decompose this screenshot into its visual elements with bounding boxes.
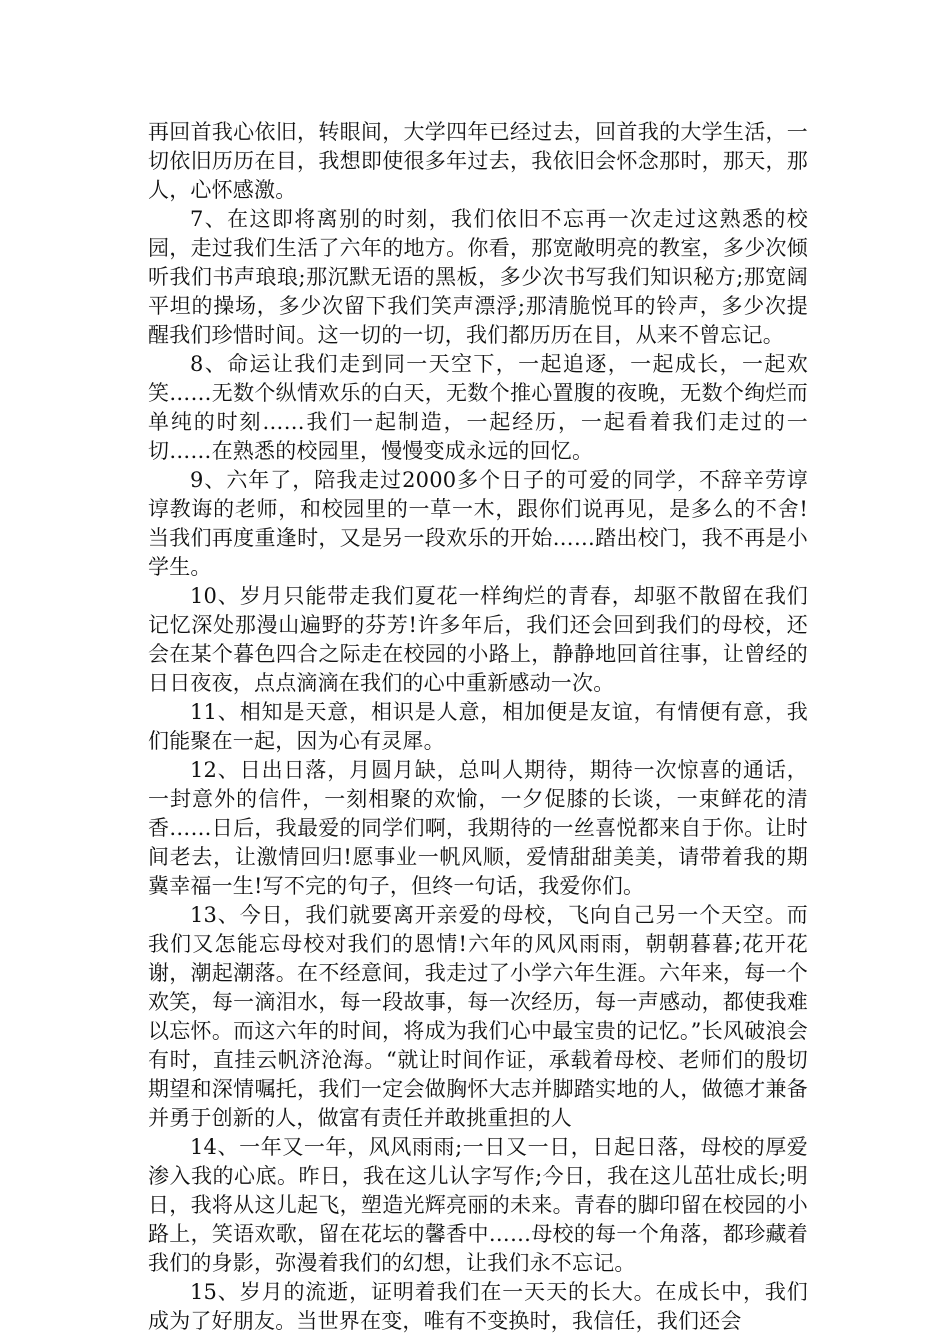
paragraph-8: 8、命运让我们走到同一天空下，一起追逐，一起成长，一起欢笑……无数个纵情欢乐的白天，无数个推心置腹的夜晚，无数个绚烂而单纯的时刻……我们一起制造，一起经历，一起看着我们走过的一切……在熟悉的校园里，慢慢变成永远的回忆。 xyxy=(148,352,808,463)
document-body xyxy=(148,118,808,1336)
paragraph-10: 10、岁月只能带走我们夏花一样绚烂的青春，却驱不散留在我们记忆深处那漫山遍野的芬芳!许多年后，我们还会回到我们的母校，还会在某个暮色四合之际走在校园的小路上，静静地回首往事，让曾经的日日夜夜，点点滴滴在我们的心中重新感动一次。 xyxy=(148,584,808,695)
paragraph-9: 9、六年了，陪我走过2000多个日子的可爱的同学，不辞辛劳谆谆教诲的老师，和校园里的一草一木，跟你们说再见，是多么的不舍!当我们再度重逢时，又是另一段欢乐的开始……踏出校门，我不再是小学生。 xyxy=(148,468,808,579)
paragraph-13: 13、今日，我们就要离开亲爱的母校，飞向自己另一个天空。而我们又怎能忘母校对我们的恩情!六年的风风雨雨，朝朝暮暮;花开花谢，潮起潮落。在不经意间，我走过了小学六年生涯。六年来，每一个欢笑，每一滴泪水，每一段故事，每一次经历，每一声感动，都使我难以忘怀。而这六年的时间，将成为我们心中最宝贵的记忆。”长风破浪会有时，直挂云帆济沧海。“就让时间作证，承载着母校、老师们的殷切期望和深情嘱托，我们一定会做胸怀大志并脚踏实地的人，做德才兼备并勇于创新的人，做富有责任并敢挑重担的人 xyxy=(148,903,808,1130)
paragraph-11: 11、相知是天意，相识是人意，相加便是友谊，有情便有意，我们能聚在一起，因为心有灵犀。 xyxy=(148,700,808,753)
paragraph-7: 7、在这即将离别的时刻，我们依旧不忘再一次走过这熟悉的校园，走过我们生活了六年的地方。你看，那宽敞明亮的教室，多少次倾听我们书声琅琅;那沉默无语的黑板，多少次书写我们知识秘方;那宽阔平坦的操场，多少次留下我们笑声漂浮;那清脆悦耳的铃声，多少次提醒我们珍惜时间。这一切的一切，我们都历历在目，从来不曾忘记。 xyxy=(148,207,808,347)
paragraph-15: 15、岁月的流逝，证明着我们在一天天的长大。在成长中，我们成为了好朋友。当世界在变，唯有不变换时，我信任，我们还会 xyxy=(148,1280,808,1333)
paragraph-12: 12、日出日落，月圆月缺，总叫人期待，期待一次惊喜的通话，一封意外的信件，一刻相聚的欢愉，一夕促膝的长谈，一束鲜花的清香……日后，我最爱的同学们啊，我期待的一丝喜悦都来自于你。让时间老去，让激情回归!愿事业一帆风顺，爱情甜甜美美，请带着我的期冀幸福一生!写不完的句子，但终一句话，我爱你们。 xyxy=(148,758,808,898)
paragraph-intro: 再回首我心依旧，转眼间，大学四年已经过去，回首我的大学生活，一切依旧历历在目，我想即使很多年过去，我依旧会怀念那时，那天，那人，心怀感激。 xyxy=(148,120,808,202)
paragraph-14: 14、一年又一年，风风雨雨;一日又一日，日起日落，母校的厚爱渗入我的心底。昨日，我在这儿认字写作;今日，我在这儿茁壮成长;明日，我将从这儿起飞，塑造光辉亮丽的未来。青春的脚印留在校园的小路上，笑语欢歌，留在花坛的馨香中……母校的每一个角落，都珍藏着我们的身影，弥漫着我们的幻想，让我们永不忘记。 xyxy=(148,1135,808,1275)
